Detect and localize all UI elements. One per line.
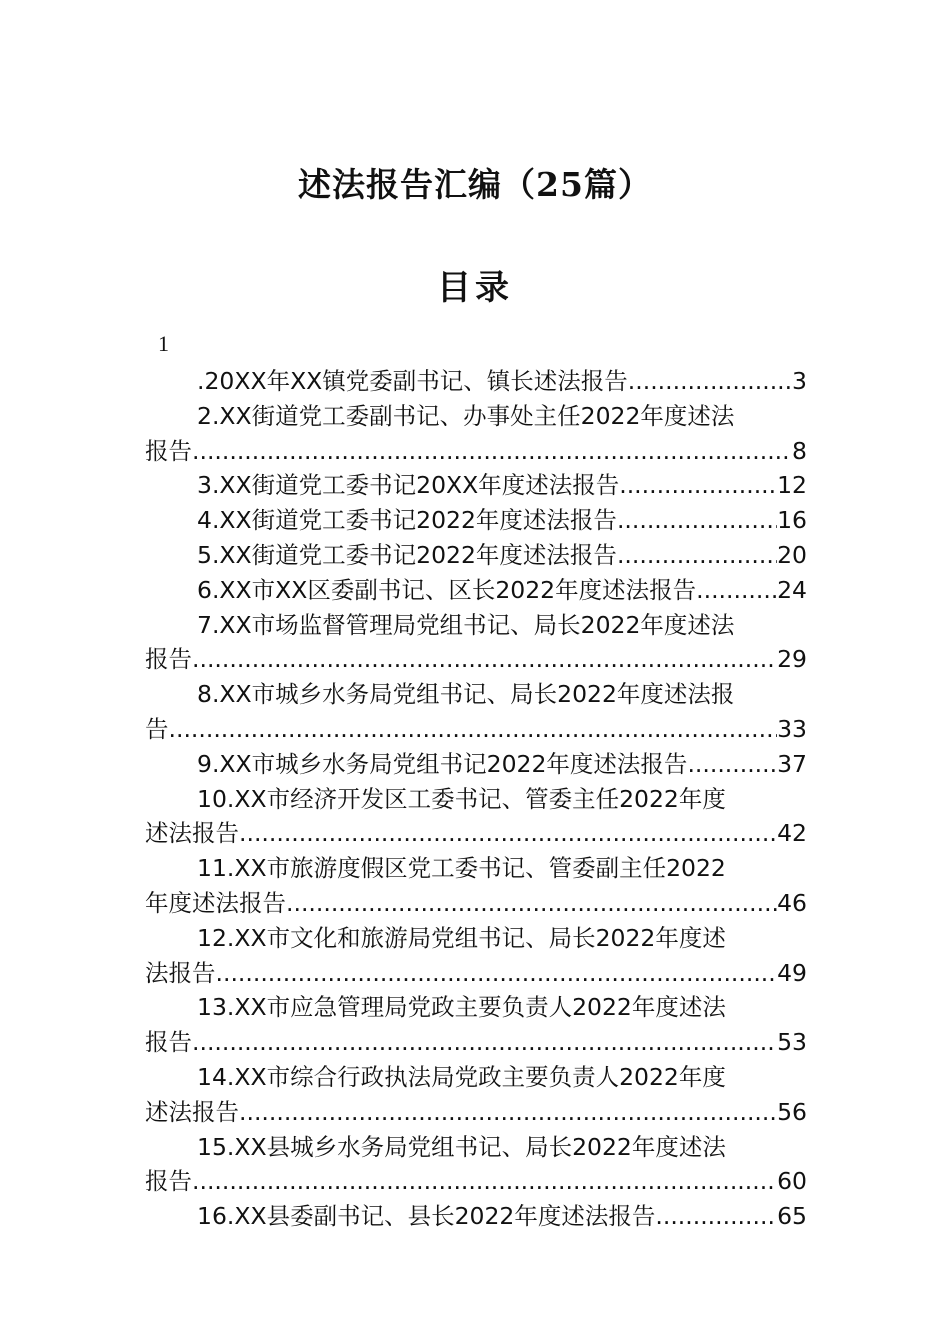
toc-leader-dots [239,1095,777,1130]
toc-leader-dots [192,1025,777,1060]
toc-entry[interactable] [145,747,807,782]
toc-page-number: 49 [777,958,807,987]
toc-entry-title: .20XX年XX镇党委副书记、镇长述法报告 [197,367,628,395]
toc-page-number: 20 [777,540,807,569]
toc-entry[interactable] [145,990,807,1060]
toc-entry[interactable] [145,1130,807,1200]
toc-leader-dots [628,364,792,399]
toc-entry-title: 8.XX市城乡水务局党组书记、局长2022年度述法报 [197,680,735,709]
toc-leader-dots [617,538,777,573]
page-number-fragment: 1 [158,331,169,356]
toc-entry[interactable] [145,468,807,503]
toc-leader-dots [655,1199,777,1234]
table-of-contents [145,364,807,1234]
toc-entry[interactable] [145,503,807,538]
toc-line [145,503,807,538]
toc-entry-title: 法报告 [145,958,216,987]
toc-line [145,956,807,991]
toc-line [145,851,807,886]
toc-entry-title: 报告 [145,645,192,674]
toc-entry-title: 报告 [145,436,192,465]
toc-entry-title: 报告 [145,1167,192,1196]
toc-entry-title: 3.XX街道党工委书记20XX年度述法报告 [197,471,620,500]
toc-entry-title: 15.XX县城乡水务局党组书记、局长2022年度述法 [197,1132,726,1161]
toc-entry-title: 7.XX市场监督管理局党组书记、局长2022年度述法 [197,610,735,639]
toc-entry[interactable] [145,677,807,747]
toc-line [145,1130,807,1165]
toc-entry-title: 9.XX市城乡水务局党组书记2022年度述法报告 [197,749,688,778]
toc-entry-title: 告 [145,714,169,743]
toc-leader-dots [286,886,777,921]
toc-line [145,747,807,782]
toc-page-number: 8 [792,436,807,465]
toc-leader-dots [687,747,777,782]
toc-line [145,538,807,573]
toc-entry-title: 5.XX街道党工委书记2022年度述法报告 [197,540,617,569]
toc-entry-title: 11.XX市旅游度假区党工委书记、管委副主任2022 [197,854,726,883]
toc-page-number: 60 [777,1167,807,1196]
toc-page-number: 65 [777,1202,807,1231]
toc-leader-dots [239,816,777,851]
toc-page-number: 56 [777,1097,807,1126]
toc-entry[interactable] [145,573,807,608]
toc-page-number: 3 [792,367,807,395]
toc-entry-title: 14.XX市综合行政执法局党政主要负责人2022年度 [197,1062,726,1091]
toc-leader-dots [216,956,778,991]
toc-entry[interactable] [145,364,807,399]
toc-entry-title: 述法报告 [145,819,239,848]
toc-line [145,990,807,1025]
toc-leader-dots [192,1164,777,1199]
toc-line [145,677,807,712]
toc-entry-title: 12.XX市文化和旅游局党组书记、局长2022年度述 [197,923,726,952]
toc-line [145,399,807,434]
toc-entry[interactable] [145,399,807,469]
toc-leader-dots [696,573,777,608]
toc-line [145,921,807,956]
toc-entry[interactable] [145,1199,807,1234]
toc-line [145,712,807,747]
toc-leader-dots [617,503,777,538]
toc-entry-title: 2.XX街道党工委副书记、办事处主任2022年度述法 [197,401,735,430]
toc-leader-dots [169,712,778,747]
toc-entry[interactable] [145,851,807,921]
document-title: 述法报告汇编（25篇） [298,165,652,204]
toc-entry[interactable] [145,782,807,852]
toc-entry[interactable] [145,538,807,573]
toc-line [145,816,807,851]
toc-entry-title: 10.XX市经济开发区工委书记、管委主任2022年度 [197,784,726,813]
toc-page-number: 42 [777,819,807,848]
toc-entry[interactable] [145,921,807,991]
toc-page-number: 12 [777,471,807,500]
toc-line [145,434,807,469]
toc-line [145,608,807,643]
toc-line [145,1060,807,1095]
toc-line [145,886,807,921]
toc-page-number: 53 [777,1028,807,1057]
toc-entry-title: 6.XX市XX区委副书记、区长2022年度述法报告 [197,575,697,604]
toc-page-number: 46 [777,888,807,917]
toc-entry-title: 16.XX县委副书记、县长2022年度述法报告 [197,1202,656,1231]
toc-entry[interactable] [145,608,807,678]
toc-page-number: 16 [777,506,807,535]
toc-line [145,1164,807,1199]
toc-page-number: 37 [777,749,807,778]
toc-entry-title: 述法报告 [145,1097,239,1126]
toc-entry-title: 年度述法报告 [145,888,286,917]
toc-leader-dots [619,468,777,503]
toc-line [145,1025,807,1060]
toc-line [145,1199,807,1234]
toc-entry[interactable] [145,1060,807,1130]
toc-heading: 目录 [437,268,513,308]
toc-leader-dots [192,642,777,677]
toc-page-number: 29 [777,645,807,674]
toc-page-number: 33 [777,714,807,743]
toc-line [145,573,807,608]
toc-line [145,642,807,677]
toc-line [145,1095,807,1130]
toc-entry-title: 13.XX市应急管理局党政主要负责人2022年度述法 [197,993,726,1022]
toc-leader-dots [192,434,792,469]
toc-page-number: 24 [777,575,807,604]
toc-line [145,468,807,503]
toc-entry-title: 4.XX街道党工委书记2022年度述法报告 [197,506,617,535]
toc-line [145,782,807,817]
toc-entry-title: 报告 [145,1028,192,1057]
toc-line [145,364,807,399]
